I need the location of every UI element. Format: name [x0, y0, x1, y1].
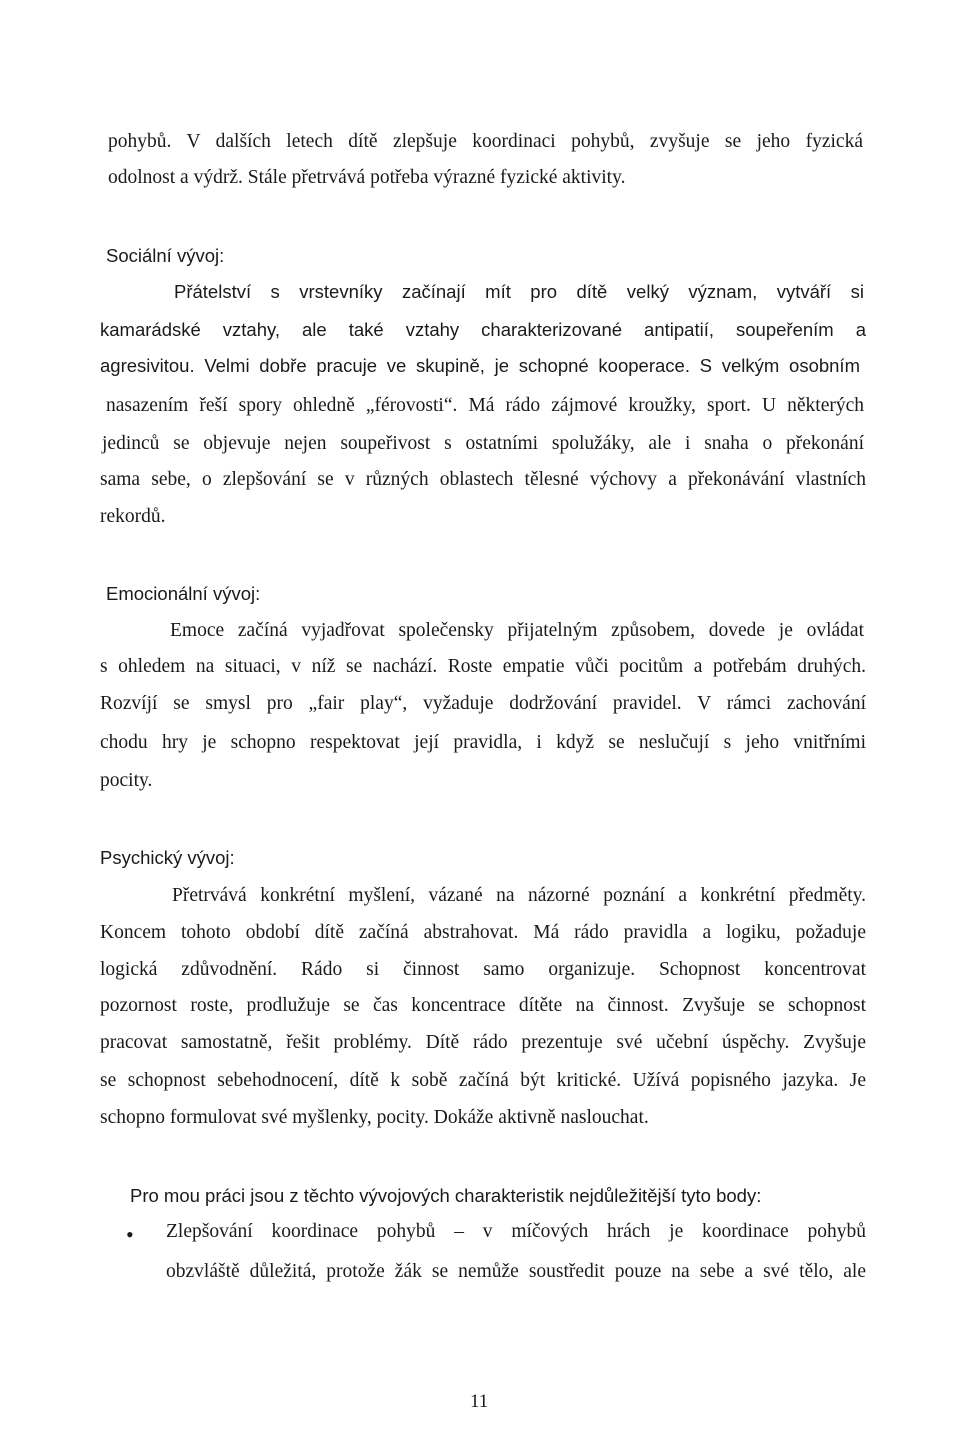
paragraph-line: pohybů. V dalších letech dítě zlepšuje koordinaci pohybů, zvyšuje se jeho fyzická — [108, 131, 863, 152]
paragraph-line: s ohledem na situaci, v níž se nachází. Roste empatie vůči pocitům a potřebám druhých. — [100, 656, 866, 677]
section-heading-social: Sociální vývoj: — [106, 245, 225, 266]
bullet-icon: • — [126, 1222, 134, 1247]
paragraph-line: se schopnost sebehodnocení, dítě k sobě začíná být kritické. Užívá popisného jazyka. Je — [100, 1070, 866, 1091]
paragraph-line: Koncem tohoto období dítě začíná abstrahovat. Má rádo pravidla a logiku, požaduje — [100, 922, 866, 943]
paragraph-line: odolnost a výdrž. Stále přetrvává potřeba výrazné fyzické aktivity. — [108, 167, 626, 188]
section-heading-psychic: Psychický vývoj: — [100, 847, 235, 868]
paragraph-line: sama sebe, o zlepšování se v různých oblastech tělesné výchovy a překonávání vlastních — [100, 469, 866, 490]
paragraph-line: Rozvíjí se smysl pro „fair play“, vyžaduje dodržování pravidel. V rámci zachování — [100, 693, 866, 714]
paragraph-line: pocity. — [100, 770, 153, 791]
paragraph-line: Přátelství s vrstevníky začínají mít pro dítě velký význam, vytváří si — [174, 281, 864, 302]
paragraph-line: Přetrvává konkrétní myšlení, vázané na názorné poznání a konkrétní předměty. — [172, 885, 866, 906]
paragraph-line: rekordů. — [100, 506, 166, 527]
page-number: 11 — [470, 1391, 489, 1412]
bullet-item-line: Zlepšování koordinace pohybů – v míčových hrách je koordinace pohybů — [166, 1221, 866, 1242]
paragraph-line: jedinců se objevuje nejen soupeřivost s ostatními spolužáky, ale i snaha o překonání — [102, 433, 864, 454]
summary-intro: Pro mou práci jsou z těchto vývojových charakteristik nejdůležitější tyto body: — [130, 1185, 762, 1206]
bullet-item-line: obzvláště důležitá, protože žák se nemůže soustředit pouze na sebe a své tělo, ale — [166, 1261, 866, 1282]
section-heading-emotional: Emocionální vývoj: — [106, 583, 261, 604]
paragraph-line: schopno formulovat své myšlenky, pocity. Dokáže aktivně naslouchat. — [100, 1107, 649, 1128]
paragraph-line: chodu hry je schopno respektovat její pravidla, i když se neslučují s jeho vnitřními — [100, 732, 866, 753]
paragraph-line: pozornost roste, prodlužuje se čas koncentrace dítěte na činnost. Zvyšuje se schopnost — [100, 995, 866, 1016]
paragraph-line: Emoce začíná vyjadřovat společensky přijatelným způsobem, dovede je ovládat — [170, 620, 864, 641]
paragraph-line: nasazením řeší spory ohledně „férovosti“. Má rádo zájmové kroužky, sport. U některých — [106, 395, 864, 416]
paragraph-line: logická zdůvodnění. Rádo si činnost samo organizuje. Schopnost koncentrovat — [100, 959, 866, 980]
paragraph-line: pracovat samostatně, řešit problémy. Dítě rádo prezentuje své učební úspěchy. Zvyšuje — [100, 1032, 866, 1053]
paragraph-line: kamarádské vztahy, ale také vztahy charakterizované antipatií, soupeřením a — [100, 319, 866, 340]
paragraph-line: agresivitou. Velmi dobře pracuje ve skupině, je schopné kooperace. S velkým osobním — [100, 355, 860, 376]
